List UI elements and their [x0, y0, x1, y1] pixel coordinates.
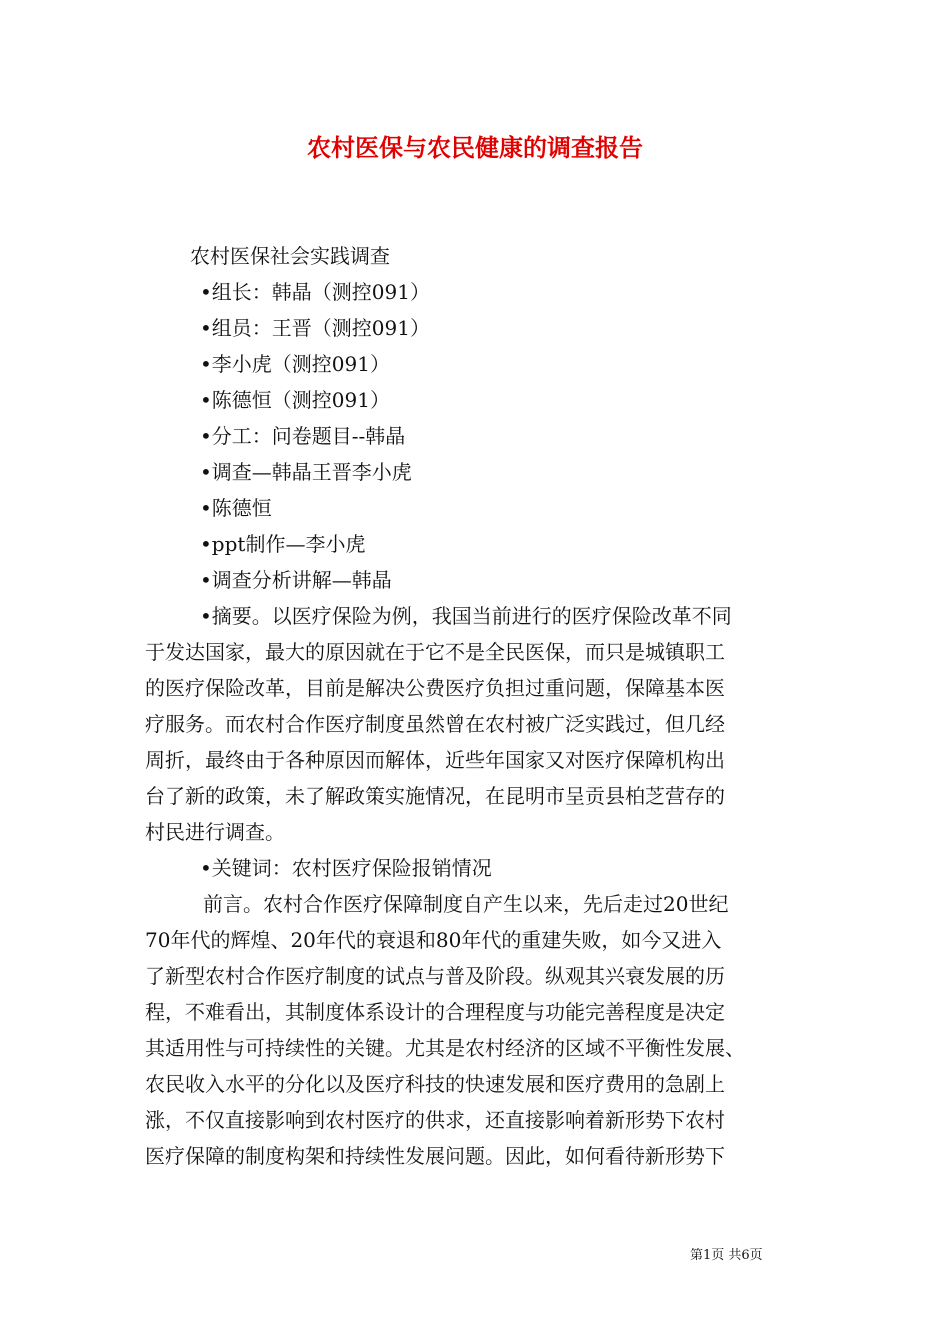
page-number-footer: 第1页 共6页	[690, 1248, 763, 1263]
text-line: 村民进行调查。	[145, 820, 285, 844]
text-line: 70年代的辉煌、20年代的衰退和80年代的重建失败，如今又进入	[145, 928, 722, 952]
text-line: 涨，不仅直接影响到农村医疗的供求，还直接影响着新形势下农村	[145, 1108, 725, 1132]
text-line: •调查分析讲解—韩晶	[200, 568, 392, 592]
text-line: •关键词：农村医疗保险报销情况	[200, 856, 492, 880]
text-line: •ppt制作—李小虎	[200, 532, 366, 556]
text-line: •分工：问卷题目--韩晶	[200, 424, 406, 448]
document-title: 农村医保与农民健康的调查报告	[307, 133, 643, 162]
text-line: •陈德恒	[200, 496, 272, 520]
text-line: 疗服务。而农村合作医疗制度虽然曾在农村被广泛实践过，但几经	[145, 712, 725, 736]
text-line: 其适用性与可持续性的关键。尤其是农村经济的区域不平衡性发展、	[145, 1036, 745, 1060]
text-line: 的医疗保险改革，目前是解决公费医疗负担过重问题，保障基本医	[145, 676, 725, 700]
document-body	[145, 238, 809, 1174]
text-line: 农村医保社会实践调查	[190, 244, 390, 268]
text-line: 前言。农村合作医疗保障制度自产生以来，先后走过20世纪	[203, 892, 729, 916]
text-line: 医疗保障的制度构架和持续性发展问题。因此，如何看待新形势下	[145, 1144, 725, 1168]
text-line: 周折，最终由于各种原因而解体，近些年国家又对医疗保障机构出	[145, 748, 725, 772]
text-line: 程，不难看出，其制度体系设计的合理程度与功能完善程度是决定	[145, 1000, 725, 1024]
text-line: •调查—韩晶王晋李小虎	[200, 460, 412, 484]
text-line: 台了新的政策，未了解政策实施情况，在昆明市呈贡县柏芝营存的	[145, 784, 725, 808]
text-line: 农民收入水平的分化以及医疗科技的快速发展和医疗费用的急剧上	[145, 1072, 725, 1096]
text-line: •组员：王晋（测控091）	[200, 316, 430, 340]
text-line: 了新型农村合作医疗制度的试点与普及阶段。纵观其兴衰发展的历	[145, 964, 725, 988]
text-line: •组长：韩晶（测控091）	[200, 280, 430, 304]
text-line: •陈德恒（测控091）	[200, 388, 390, 412]
text-line: •李小虎（测控091）	[200, 352, 390, 376]
text-line: •摘要。以医疗保险为例，我国当前进行的医疗保险改革不同	[200, 604, 732, 628]
text-line: 于发达国家，最大的原因就在于它不是全民医保，而只是城镇职工	[145, 640, 725, 664]
